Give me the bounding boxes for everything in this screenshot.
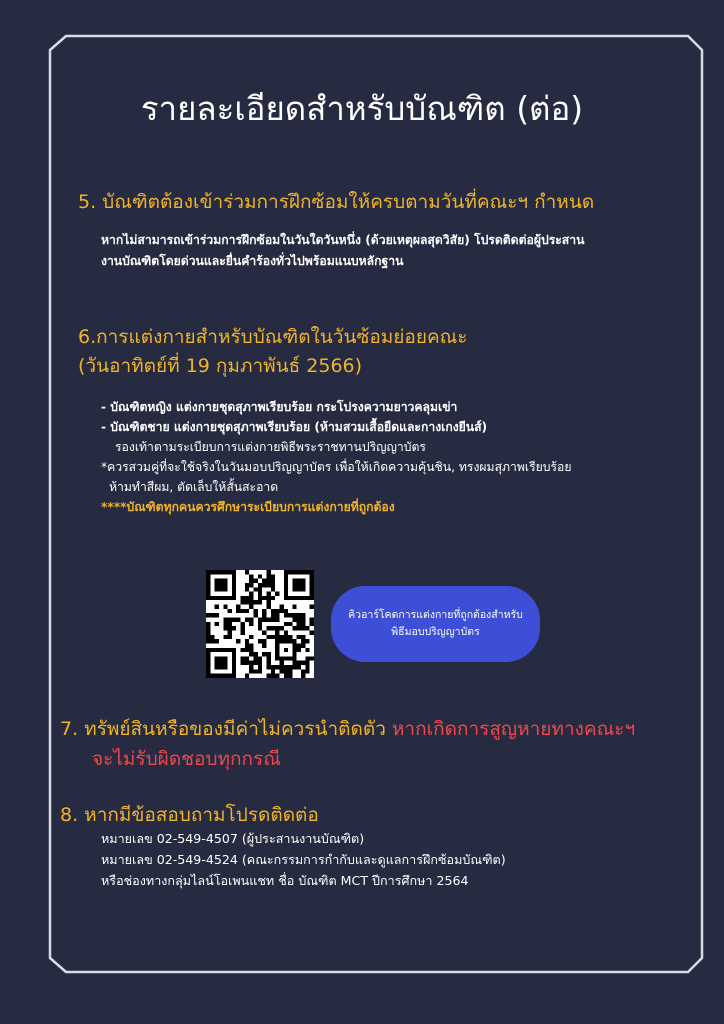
contact-phone-coordinator: หมายเลข 02-549-4507 (ผู้ประสานงานบัณฑิต) xyxy=(101,831,365,846)
qr-code-icon[interactable] xyxy=(206,570,314,678)
section-5-body xyxy=(101,230,584,272)
section-6-list xyxy=(101,397,572,517)
section-8-contacts xyxy=(101,828,506,891)
section-7 xyxy=(60,714,635,774)
contact-line-openchat: หรือช่องทางกลุ่มไลน์โอเพนแชท ชื่อ บัณฑิต MCT ปีการศึกษา 2564 xyxy=(101,873,469,888)
page-title: รายละเอียดสำหรับบัณฑิต (ต่อ) xyxy=(140,89,584,128)
dress-code-male: - บัณฑิตชาย แต่งกายชุดสุภาพเรียบร้อย (ห้ามสวมเสื้อยืดและกางเกงยีนส์) xyxy=(101,420,488,434)
qr-dress-code-button[interactable] xyxy=(331,586,540,662)
section-8-heading: 8. หากมีข้อสอบถามโปรดติดต่อ xyxy=(60,804,319,826)
section-6-heading-line1: 6.การแต่งกายสำหรับบัณฑิตในวันซ้อมย่อยคณะ xyxy=(78,326,468,348)
section-6-heading xyxy=(78,323,468,381)
section-5-line: หากไม่สามารถเข้าร่วมการฝึกซ้อมในวันใดวันหนึ่ง (ด้วยเหตุผลสุดวิสัย) โปรดติดต่อผู้ประสาน xyxy=(101,233,585,247)
contact-phone-committee: หมายเลข 02-549-4524 (คณะกรรมการกำกับและดูแลการฝึกซ้อมบัณฑิต) xyxy=(101,852,506,867)
dress-code-warning: ****บัณฑิตทุกคนควรศึกษาระเบียบการแต่งกายที่ถูกต้อง xyxy=(101,500,395,514)
section-7-warning-cont: จะไม่รับผิดชอบทุกกรณี xyxy=(92,748,281,770)
dress-code-female: - บัณฑิตหญิง แต่งกายชุดสุภาพเรียบร้อย กระโปรงความยาวคลุมเข่า xyxy=(101,400,458,414)
section-7-warning: หากเกิดการสูญหายทางคณะฯ xyxy=(391,718,636,740)
section-6-heading-date: (วันอาทิตย์ที่ 19 กุมภาพันธ์ 2566) xyxy=(78,355,363,377)
section-7-heading: 7. ทรัพย์สินหรือของมีค่าไม่ควรนำติดตัว xyxy=(60,718,392,740)
dress-code-note-cont: ห้ามทำสีผม, ตัดเล็บให้สั้นสะอาด xyxy=(109,480,279,494)
dress-code-note: *ควรสวมคู่ที่จะใช้จริงในวันมอบปริญญาบัตร เพื่อให้เกิดความคุ้นชิน, ทรงผมสุภาพเรียบร้อย xyxy=(101,460,572,474)
qr-button-label-line1: คิวอาร์โคดการแต่งกายที่ถูกต้องสำหรับ xyxy=(348,609,523,621)
section-5-line: งานบัณฑิตโดยด่วนและยื่นคำร้องทั่วไปพร้อมแนบหลักฐาน xyxy=(101,254,404,268)
qr-button-label-line2: พิธีมอบปริญญาบัตร xyxy=(391,626,480,638)
dress-code-shoes: รองเท้าตามระเบียบการแต่งกายพิธีพระราชทานปริญญาบัตร xyxy=(115,440,426,454)
section-5-heading: 5. บัณฑิตต้องเข้าร่วมการฝึกซ้อมให้ครบตามวันที่คณะฯ กำหนด xyxy=(78,191,595,213)
